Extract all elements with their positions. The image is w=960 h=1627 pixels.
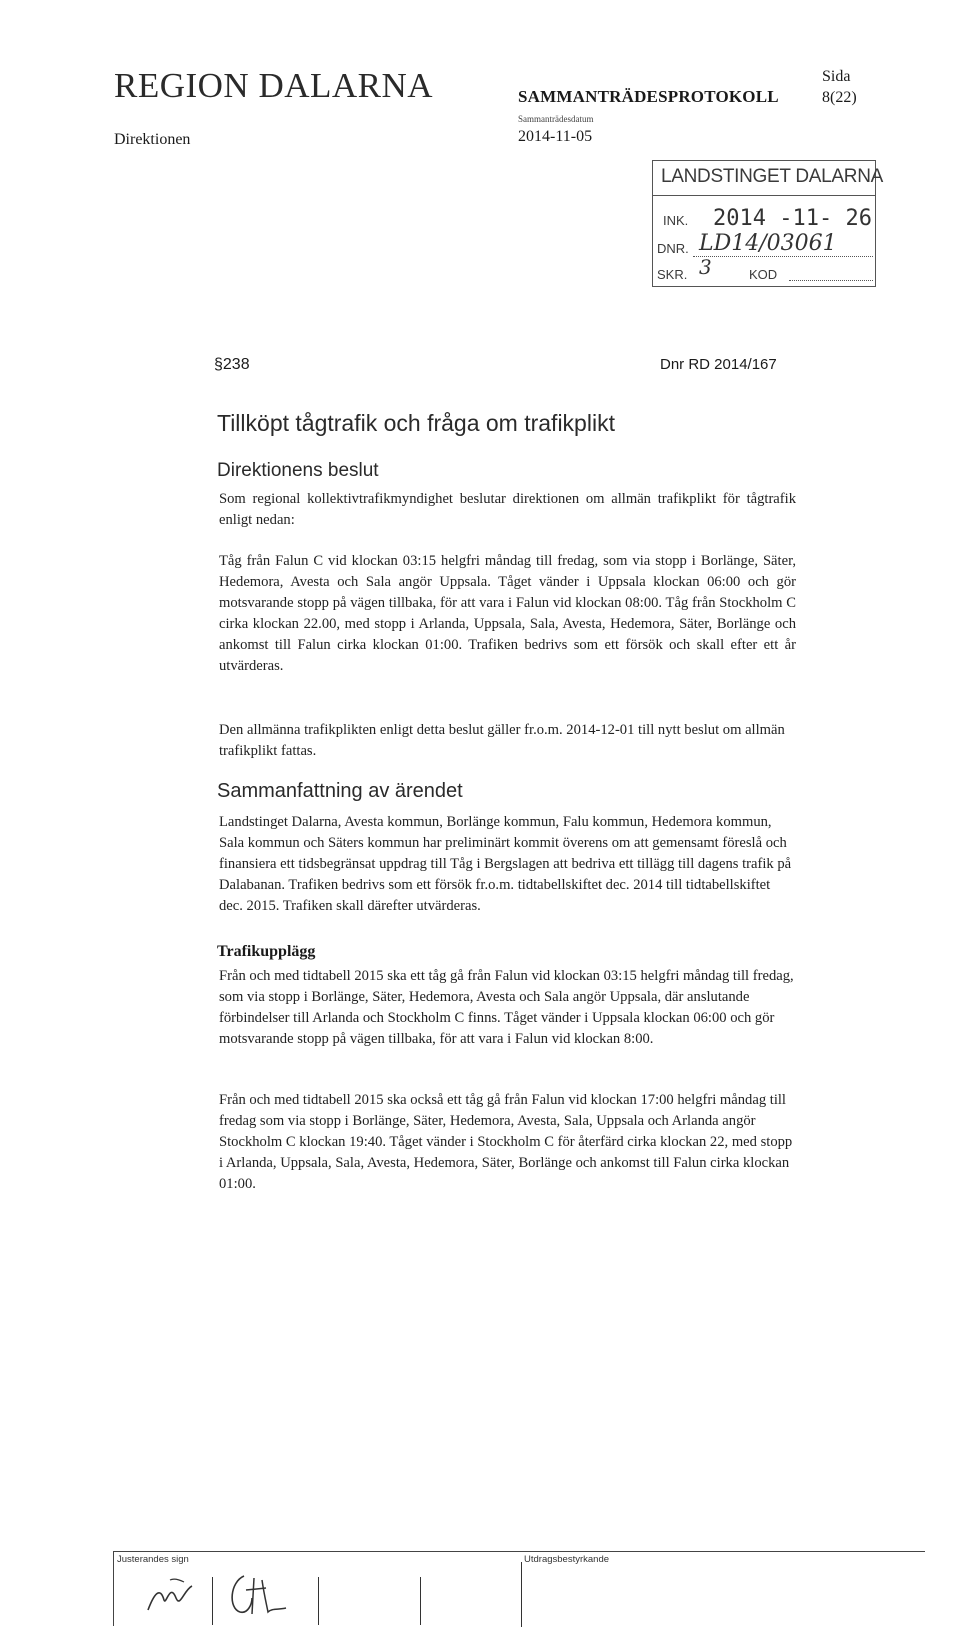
section-number: §238 — [214, 356, 250, 373]
meeting-date: 2014-11-05 — [518, 128, 593, 145]
decision-detail: Tåg från Falun C vid klockan 03:15 helgfri måndag till fredag, som via stopp i Borlänge, Säter, Hedemora, Avesta och Sala angör Uppsala. Tåget vänder i Uppsala klockan 06:00 och gör motsvarande stopp på vägen tillbaka, för att vara i Falun vid klockan 08:00. Tåg från Stockholm C cirka klockan 22.00, med stopp i Arlanda, Uppsala, Sala, Avesta, Hedemora, Säter, Borlänge och ankomst till Falun cirka klockan 01:00. Trafiken bedrivs som ett försök och skall efter ett år utvärderas. — [219, 553, 796, 674]
stamp-dnr-handwritten: LD14/03061 — [699, 231, 837, 256]
stamp-ink-date: 2014 -11- 26 — [713, 206, 872, 231]
case-title: Tillköpt tågtrafik och fråga om trafikplikt — [217, 410, 615, 436]
signature-initials-2 — [222, 1568, 292, 1620]
summary-text: Landstinget Dalarna, Avesta kommun, Borlänge kommun, Falu kommun, Hedemora kommun, Sala kommun och Säters kommun har preliminärt kommit överens om att gemensamt föreslå och finansiera ett tidsbegränsat uppdrag till Tåg i Bergslagen att bedriva ett tillägg till dagens trafik på Dalabanan. Trafiken bedrivs som ett försök fr.o.m. tidtabellskiftet dec. 2014 till tidtabellskiftet dec. 2015. Trafiken skall därefter utvärderas. — [219, 814, 792, 914]
page-number: 8(22) — [822, 89, 857, 106]
decision-validity: Den allmänna trafikplikten enligt detta beslut gäller fr.o.m. 2014-12-01 till nytt beslut om allmän trafikplikt fattas. — [219, 722, 785, 759]
stamp-skr-label: SKR. — [657, 267, 688, 282]
decision-heading: Direktionens beslut — [217, 460, 379, 481]
meeting-date-label: Sammanträdesdatum — [518, 114, 594, 124]
traffic-plan-paragraph-1: Från och med tidtabell 2015 ska ett tåg gå från Falun vid klockan 03:15 helgfri måndag till fredag, som via stopp i Borlänge, Säter, Hedemora, Avesta och Sala angör Uppsala, där anslutande förbindelser till Arlanda och Stockholm C finns. Tåget vänder i Uppsala klockan 06:00 och gör motsvarande stopp på vägen tillbaka, för att vara i Falun vid klockan 8:00. — [219, 968, 794, 1047]
case-number: Dnr RD 2014/167 — [660, 356, 777, 373]
stamp-dnr-line — [693, 256, 873, 257]
justerandes-label: Justerandes sign — [117, 1554, 189, 1565]
received-stamp — [652, 160, 884, 287]
decision-intro: Som regional kollektivtrafikmyndighet beslutar direktionen om allmän trafikplikt för tågtrafik enligt nedan: — [219, 491, 796, 528]
stamp-kod-label: KOD — [749, 267, 778, 282]
department-name: Direktionen — [114, 131, 191, 148]
signature-separator-1 — [212, 1577, 213, 1625]
stamp-kod-line — [789, 280, 873, 281]
utdrag-label: Utdragsbestyrkande — [524, 1554, 610, 1565]
stamp-dnr-label: DNR. — [657, 241, 689, 256]
signature-separator-2 — [318, 1577, 319, 1625]
signature-initials-1 — [140, 1572, 200, 1617]
page-label: Sida — [822, 68, 851, 85]
signature-separator-3 — [420, 1577, 421, 1625]
stamp-title: LANDSTINGET DALARNA — [661, 166, 884, 187]
stamp-skr-handwritten: 3 — [699, 255, 712, 279]
summary-heading: Sammanfattning av ärendet — [217, 780, 463, 802]
organization-logo — [114, 66, 433, 106]
stamp-ink-label: INK. — [663, 213, 689, 228]
traffic-plan-paragraph-2: Från och med tidtabell 2015 ska också ett tåg gå från Falun vid klockan 17:00 helgfri måndag till fredag som via stopp i Borlänge, Säter, Hedemora, Avesta, Sala, Uppsala och Arlanda angör Stockholm C klockan 19:40. Tåget vänder i Stockholm C för återfärd cirka klockan 22, med stopp i Arlanda, Uppsala, Sala, Avesta, Hedemora, Säter, Borlänge och ankomst till Falun cirka klockan 01:00. — [219, 1092, 793, 1192]
traffic-plan-heading: Trafikupplägg — [217, 943, 316, 960]
utdrag-box-edge — [521, 1562, 522, 1627]
stamp-divider — [653, 195, 875, 196]
document-type: SAMMANTRÄDESPROTOKOLL — [518, 87, 779, 106]
logo-text: REGION DALARNA — [114, 66, 434, 105]
